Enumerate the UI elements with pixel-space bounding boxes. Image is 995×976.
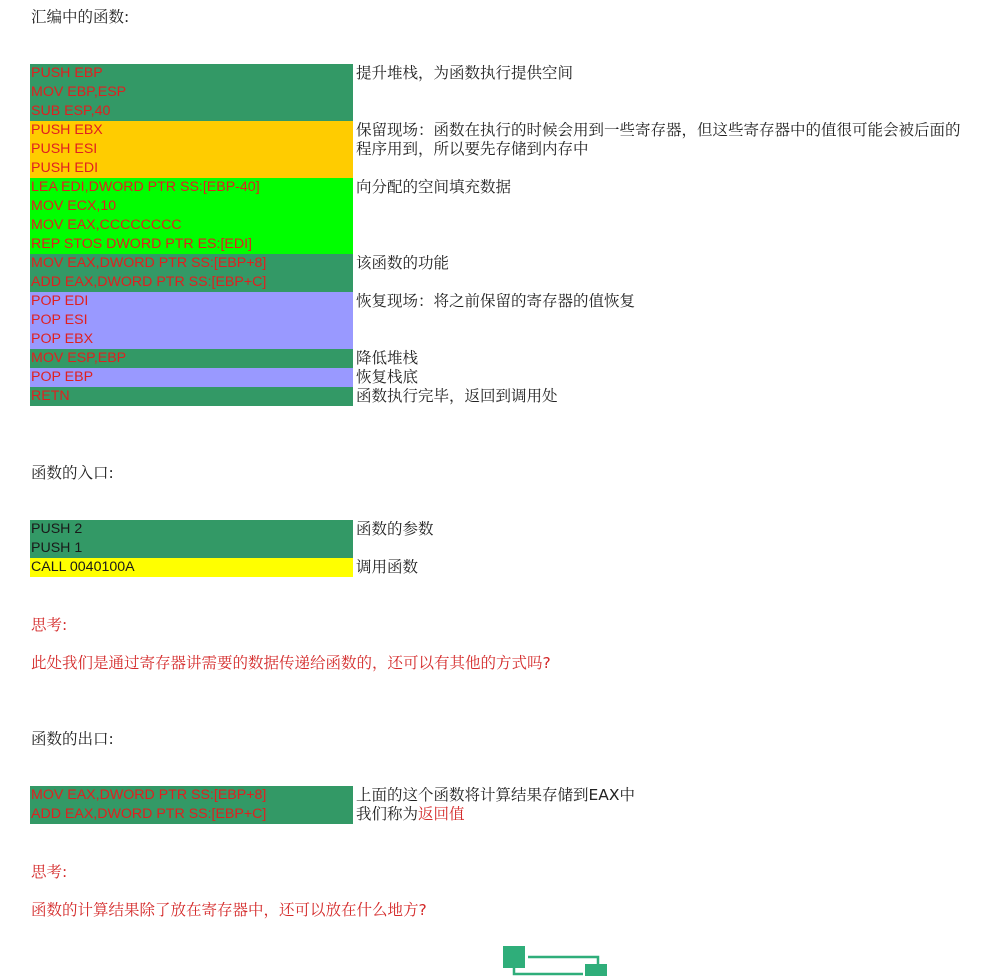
asm-code-line: POP EBP xyxy=(30,368,353,387)
asm-row xyxy=(30,805,635,824)
asm-comment xyxy=(353,292,635,311)
asm-row xyxy=(30,102,961,121)
asm-row xyxy=(30,349,961,368)
asm-code-line: PUSH ESI xyxy=(30,140,353,159)
asm-code-line: REP STOS DWORD PTR ES:[EDI] xyxy=(30,235,353,254)
comment-text: 函数的参数 xyxy=(356,520,434,538)
asm-row xyxy=(30,121,961,140)
entry-asm-table xyxy=(30,520,434,577)
asm-comment xyxy=(353,140,589,159)
asm-comment xyxy=(353,786,635,805)
asm-row xyxy=(30,178,961,197)
asm-comment xyxy=(353,178,511,197)
comment-text: 恢复现场：将之前保留的寄存器的值恢复 xyxy=(356,292,636,310)
comment-text: 降低堆栈 xyxy=(356,349,419,367)
comment-text: 函数执行完毕，返回到调用处 xyxy=(356,387,558,405)
asm-comment xyxy=(353,349,418,368)
exit-heading: 函数的出口: xyxy=(31,730,114,748)
asm-row xyxy=(30,387,961,406)
asm-row xyxy=(30,216,961,235)
asm-row xyxy=(30,311,961,330)
asm-row xyxy=(30,235,961,254)
asm-code-line: PUSH 1 xyxy=(30,539,353,558)
asm-comment xyxy=(353,273,356,292)
asm-row xyxy=(30,330,961,349)
asm-row xyxy=(30,786,635,805)
comment-text: 程序用到，所以要先存储到内存中 xyxy=(356,140,589,158)
comment-text: 调用函数 xyxy=(356,558,419,576)
asm-comment xyxy=(353,64,573,83)
asm-row xyxy=(30,539,434,558)
asm-comment xyxy=(353,102,356,121)
asm-row xyxy=(30,292,961,311)
comment-text: 恢复栈底 xyxy=(356,368,419,386)
exit-asm-table xyxy=(30,786,635,824)
function-asm-table xyxy=(30,64,961,406)
asm-code-line: POP EBX xyxy=(30,330,353,349)
asm-code-line: MOV ESP,EBP xyxy=(30,349,353,368)
asm-code-line: ADD EAX,DWORD PTR SS:[EBP+C] xyxy=(30,805,353,824)
asm-comment xyxy=(353,197,356,216)
asm-comment xyxy=(353,539,356,558)
asm-comment xyxy=(353,121,961,140)
asm-code-line: LEA EDI,DWORD PTR SS:[EBP-40] xyxy=(30,178,353,197)
asm-row xyxy=(30,520,434,539)
asm-row xyxy=(30,558,434,577)
asm-code-line: PUSH EBX xyxy=(30,121,353,140)
comment-text: 向分配的空间填充数据 xyxy=(356,178,512,196)
asm-comment xyxy=(353,235,356,254)
asm-code-line: MOV EAX,CCCCCCCC xyxy=(30,216,353,235)
asm-code-line: RETN xyxy=(30,387,353,406)
asm-code-line: POP ESI xyxy=(30,311,353,330)
asm-comment xyxy=(353,805,465,824)
asm-row xyxy=(30,254,961,273)
asm-comment xyxy=(353,216,356,235)
asm-row xyxy=(30,140,961,159)
asm-code-line: MOV EAX,DWORD PTR SS:[EBP+8] xyxy=(30,254,353,273)
asm-row xyxy=(30,368,961,387)
return-value-highlight: 返回值 xyxy=(418,805,465,823)
asm-code-line: PUSH EBP xyxy=(30,64,353,83)
asm-comment xyxy=(353,387,558,406)
think1-label: 思考: xyxy=(31,616,68,634)
asm-code-line: PUSH 2 xyxy=(30,520,353,539)
asm-row xyxy=(30,197,961,216)
asm-code-line: SUB ESP,40 xyxy=(30,102,353,121)
comment-text: 上面的这个函数将计算结果存储到EAX中 xyxy=(356,786,636,804)
asm-code-line: ADD EAX,DWORD PTR SS:[EBP+C] xyxy=(30,273,353,292)
comment-text: 提升堆栈，为函数执行提供空间 xyxy=(356,64,574,82)
asm-row xyxy=(30,83,961,102)
asm-comment xyxy=(353,254,449,273)
think2-text: 函数的计算结果除了放在寄存器中，还可以放在什么地方? xyxy=(31,901,427,919)
asm-row xyxy=(30,273,961,292)
comment-text: 该函数的功能 xyxy=(356,254,450,272)
asm-code-line: PUSH EDI xyxy=(30,159,353,178)
comment-text: 保留现场：函数在执行的时候会用到一些寄存器，但这些寄存器中的值很可能会被后面的 xyxy=(356,121,961,139)
asm-row xyxy=(30,159,961,178)
flowchart-logo-icon xyxy=(503,944,609,976)
asm-code-line: CALL 0040100A xyxy=(30,558,353,577)
think2-label: 思考: xyxy=(31,863,68,881)
page-title: 汇编中的函数: xyxy=(31,8,130,26)
asm-comment xyxy=(353,159,356,178)
asm-row xyxy=(30,64,961,83)
entry-heading: 函数的入口: xyxy=(31,464,114,482)
think1-text: 此处我们是通过寄存器讲需要的数据传递给函数的，还可以有其他的方式吗? xyxy=(31,654,551,672)
asm-comment xyxy=(353,520,434,539)
asm-comment xyxy=(353,311,356,330)
asm-code-line: MOV ECX,10 xyxy=(30,197,353,216)
asm-comment xyxy=(353,368,418,387)
asm-code-line: POP EDI xyxy=(30,292,353,311)
asm-comment xyxy=(353,83,356,102)
asm-code-line: MOV EAX,DWORD PTR SS:[EBP+8] xyxy=(30,786,353,805)
asm-comment xyxy=(353,558,418,577)
asm-code-line: MOV EBP,ESP xyxy=(30,83,353,102)
asm-comment xyxy=(353,330,356,349)
comment-text: 我们称为 xyxy=(356,805,419,823)
